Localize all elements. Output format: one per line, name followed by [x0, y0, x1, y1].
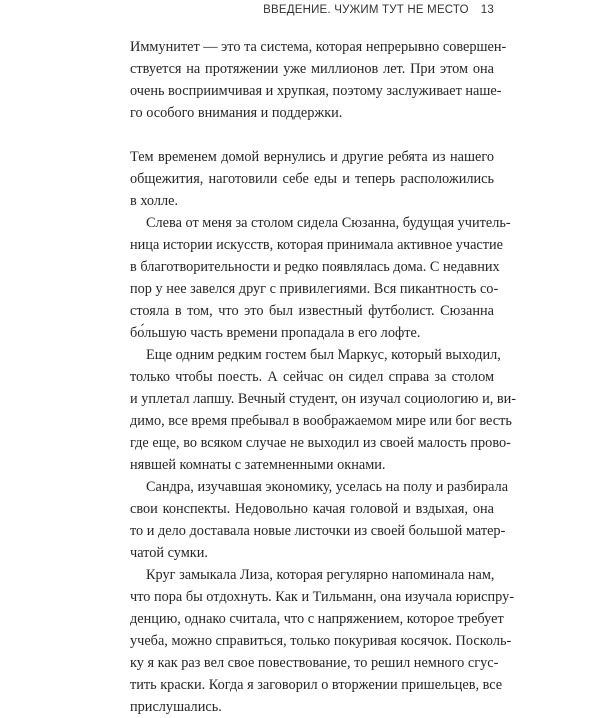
- text-line: Еще одним редким гостем был Маркус, который выходил,: [146, 347, 501, 363]
- body-text: [130, 36, 517, 718]
- text-line: Круг замыкала Лиза, которая регулярно напоминала нам,: [146, 567, 495, 583]
- text-line: что пора бы отдохнуть. Как и Тильманн, она изучала юриспру-: [130, 589, 515, 605]
- text-line: Слева от меня за столом сидела Сюзанна, будущая учитель-: [146, 215, 511, 231]
- paragraph: [130, 564, 515, 718]
- paragraph: [130, 146, 494, 212]
- text-line: ствуется на протяжении уже миллионов лет. При этом она: [130, 61, 494, 77]
- paragraph: [130, 212, 511, 344]
- text-line: где еще, во всяком случае не выходил из своей малость прово-: [130, 435, 511, 451]
- text-line: то и дело доставала новые листочки из своей большой матер-: [130, 523, 506, 539]
- text-line: тить краски. Когда я заговорил о вторжении пришельцев, все: [130, 677, 503, 693]
- running-header: [130, 4, 494, 16]
- text-line: пор у нее завелся друг с привилегиями. Вся пикантность со-: [130, 281, 499, 297]
- paragraph: [130, 344, 517, 476]
- text-line: только чтобы поесть. А сейчас он сидел справа за столом: [130, 369, 494, 385]
- text-line: стояла в том, что это был известный футболист. Сюзанна: [130, 303, 494, 319]
- text-line: Сандра, изучавшая экономику, уселась на полу и разбирала: [146, 479, 509, 495]
- text-line: в холле.: [130, 193, 179, 209]
- text-line: нявшей комнаты с затемненными окнами.: [130, 457, 386, 473]
- text-line: денцию, однако считала, что с напряжением, которое требует: [130, 611, 504, 627]
- text-line: свои конспекты. Недовольно качая головой и вздыхая, она: [130, 501, 494, 517]
- text-line: бо́льшую часть времени пропадала в его лофте.: [130, 325, 421, 341]
- text-line: ница истории искусств, которая принимала активное участие: [130, 237, 504, 253]
- paragraph-gap: [130, 124, 494, 146]
- text-line: димо, все время пребывал в воображаемом мире или бог весть: [130, 413, 512, 429]
- text-line: общежития, наготовили себе еды и теперь расположились: [130, 171, 494, 187]
- paragraph: [130, 36, 507, 124]
- page-number: 13: [480, 4, 494, 16]
- text-line: прислушались.: [130, 699, 222, 715]
- text-line: очень восприимчивая и хрупкая, поэтому заслуживает наше-: [130, 83, 502, 99]
- text-line: и уплетал лапшу. Вечный студент, он изучал социологию и, ви-: [130, 391, 517, 407]
- running-title: ВВЕДЕНИЕ. ЧУЖИМ ТУТ НЕ МЕСТО: [263, 4, 469, 16]
- text-line: Иммунитет — это та система, которая непрерывно совершен-: [130, 39, 507, 55]
- text-line: учеба, можно справиться, только покуривая косячок. Посколь-: [130, 633, 512, 649]
- text-line: ку я как раз вел свое повествование, то решил немного сгус-: [130, 655, 499, 671]
- text-line: чатой сумки.: [130, 545, 208, 561]
- text-line: в благотворительности и редко появлялась дома. С недавних: [130, 259, 500, 275]
- text-line: го особого внимания и поддержки.: [130, 105, 343, 121]
- text-line: Тем временем домой вернулись и другие ребята из нашего: [130, 149, 494, 165]
- paragraph: [130, 476, 509, 564]
